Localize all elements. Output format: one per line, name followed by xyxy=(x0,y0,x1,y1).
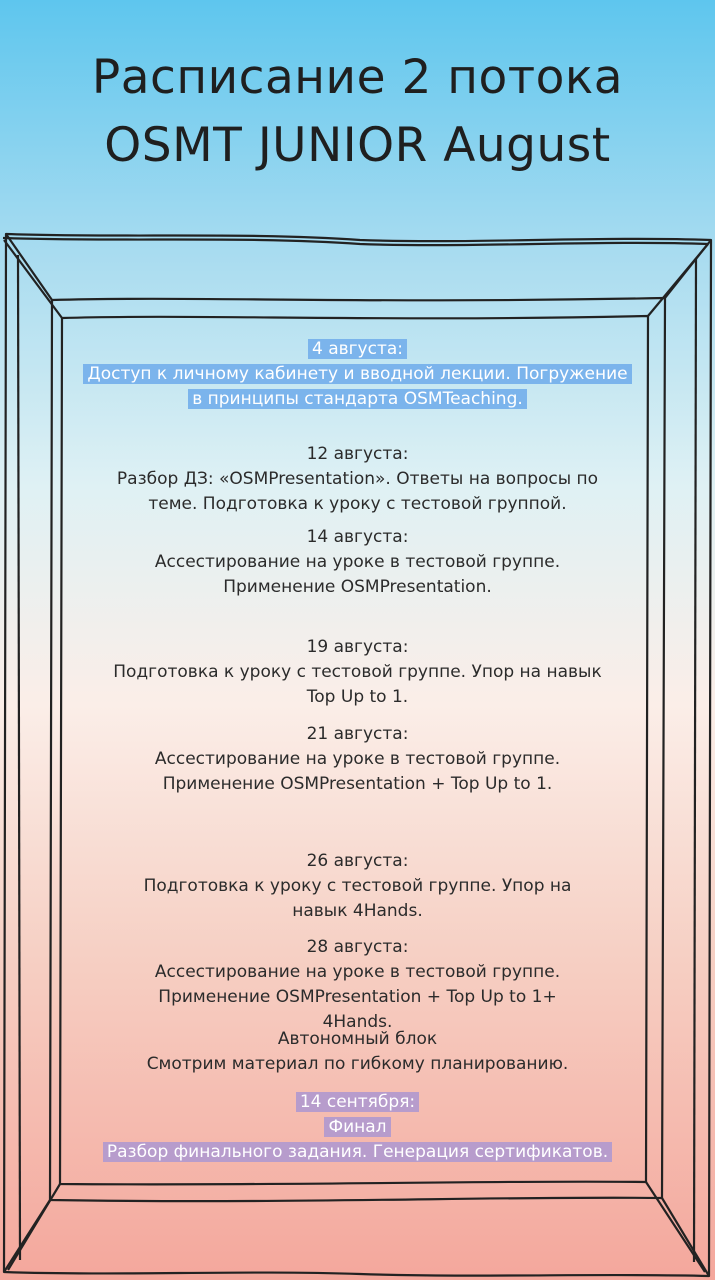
schedule-text: Применение OSMPresentation + Top Up to 1+ xyxy=(158,987,557,1007)
schedule-text: Применение OSMPresentation + Top Up to 1. xyxy=(162,774,553,794)
schedule-item xyxy=(60,635,655,710)
schedule-text: Ассестирование на уроке в тестовой группе. xyxy=(154,749,561,769)
schedule-text: Подготовка к уроку с тестовой группе. Упор на xyxy=(143,876,572,896)
schedule-text: 4Hands. xyxy=(322,1012,393,1032)
schedule-text: Ассестирование на уроке в тестовой группе. xyxy=(154,962,561,982)
schedule-item xyxy=(60,722,655,797)
schedule-item xyxy=(60,849,655,924)
schedule-text: Разбор финального задания. Генерация сертификатов. xyxy=(103,1142,612,1162)
schedule-date: 14 сентября: xyxy=(296,1092,419,1112)
page-title-line1: Расписание 2 потока xyxy=(91,50,624,105)
schedule-text: Доступ к личному кабинету и вводной лекции. Погружение xyxy=(83,364,631,384)
schedule-date: 4 августа: xyxy=(308,339,407,359)
schedule-date: 12 августа: xyxy=(306,444,409,464)
schedule-item xyxy=(60,1090,655,1165)
schedule-text: навык 4Hands. xyxy=(292,901,423,921)
schedule-item xyxy=(60,935,655,1035)
schedule-text: Смотрим материал по гибкому планированию. xyxy=(146,1054,569,1074)
schedule-block-title: Автономный блок xyxy=(277,1029,438,1049)
schedule-date: 14 августа: xyxy=(306,527,409,547)
schedule-item xyxy=(60,525,655,600)
schedule-text: Top Up to 1. xyxy=(306,687,409,707)
schedule-text: в принципы стандарта OSMTeaching. xyxy=(188,389,527,409)
schedule-date: 28 августа: xyxy=(306,937,409,957)
schedule-date: 19 августа: xyxy=(306,637,409,657)
schedule-text: Подготовка к уроку с тестовой группе. Упор на навык xyxy=(113,662,602,682)
schedule-text: Ассестирование на уроке в тестовой группе. xyxy=(154,552,561,572)
schedule-text: теме. Подготовка к уроку с тестовой группой. xyxy=(148,494,567,514)
schedule-date: 21 августа: xyxy=(306,724,409,744)
schedule-text: Разбор ДЗ: «OSMPresentation». Ответы на вопросы по xyxy=(116,469,599,489)
schedule-item xyxy=(60,337,655,412)
schedule-item xyxy=(60,442,655,517)
schedule-text: Финал xyxy=(324,1117,390,1137)
schedule-date: 26 августа: xyxy=(306,851,409,871)
schedule-text: Применение OSMPresentation. xyxy=(223,577,492,597)
schedule-item xyxy=(60,1027,655,1077)
page-title-line2: OSMT JUNIOR August xyxy=(104,118,611,173)
